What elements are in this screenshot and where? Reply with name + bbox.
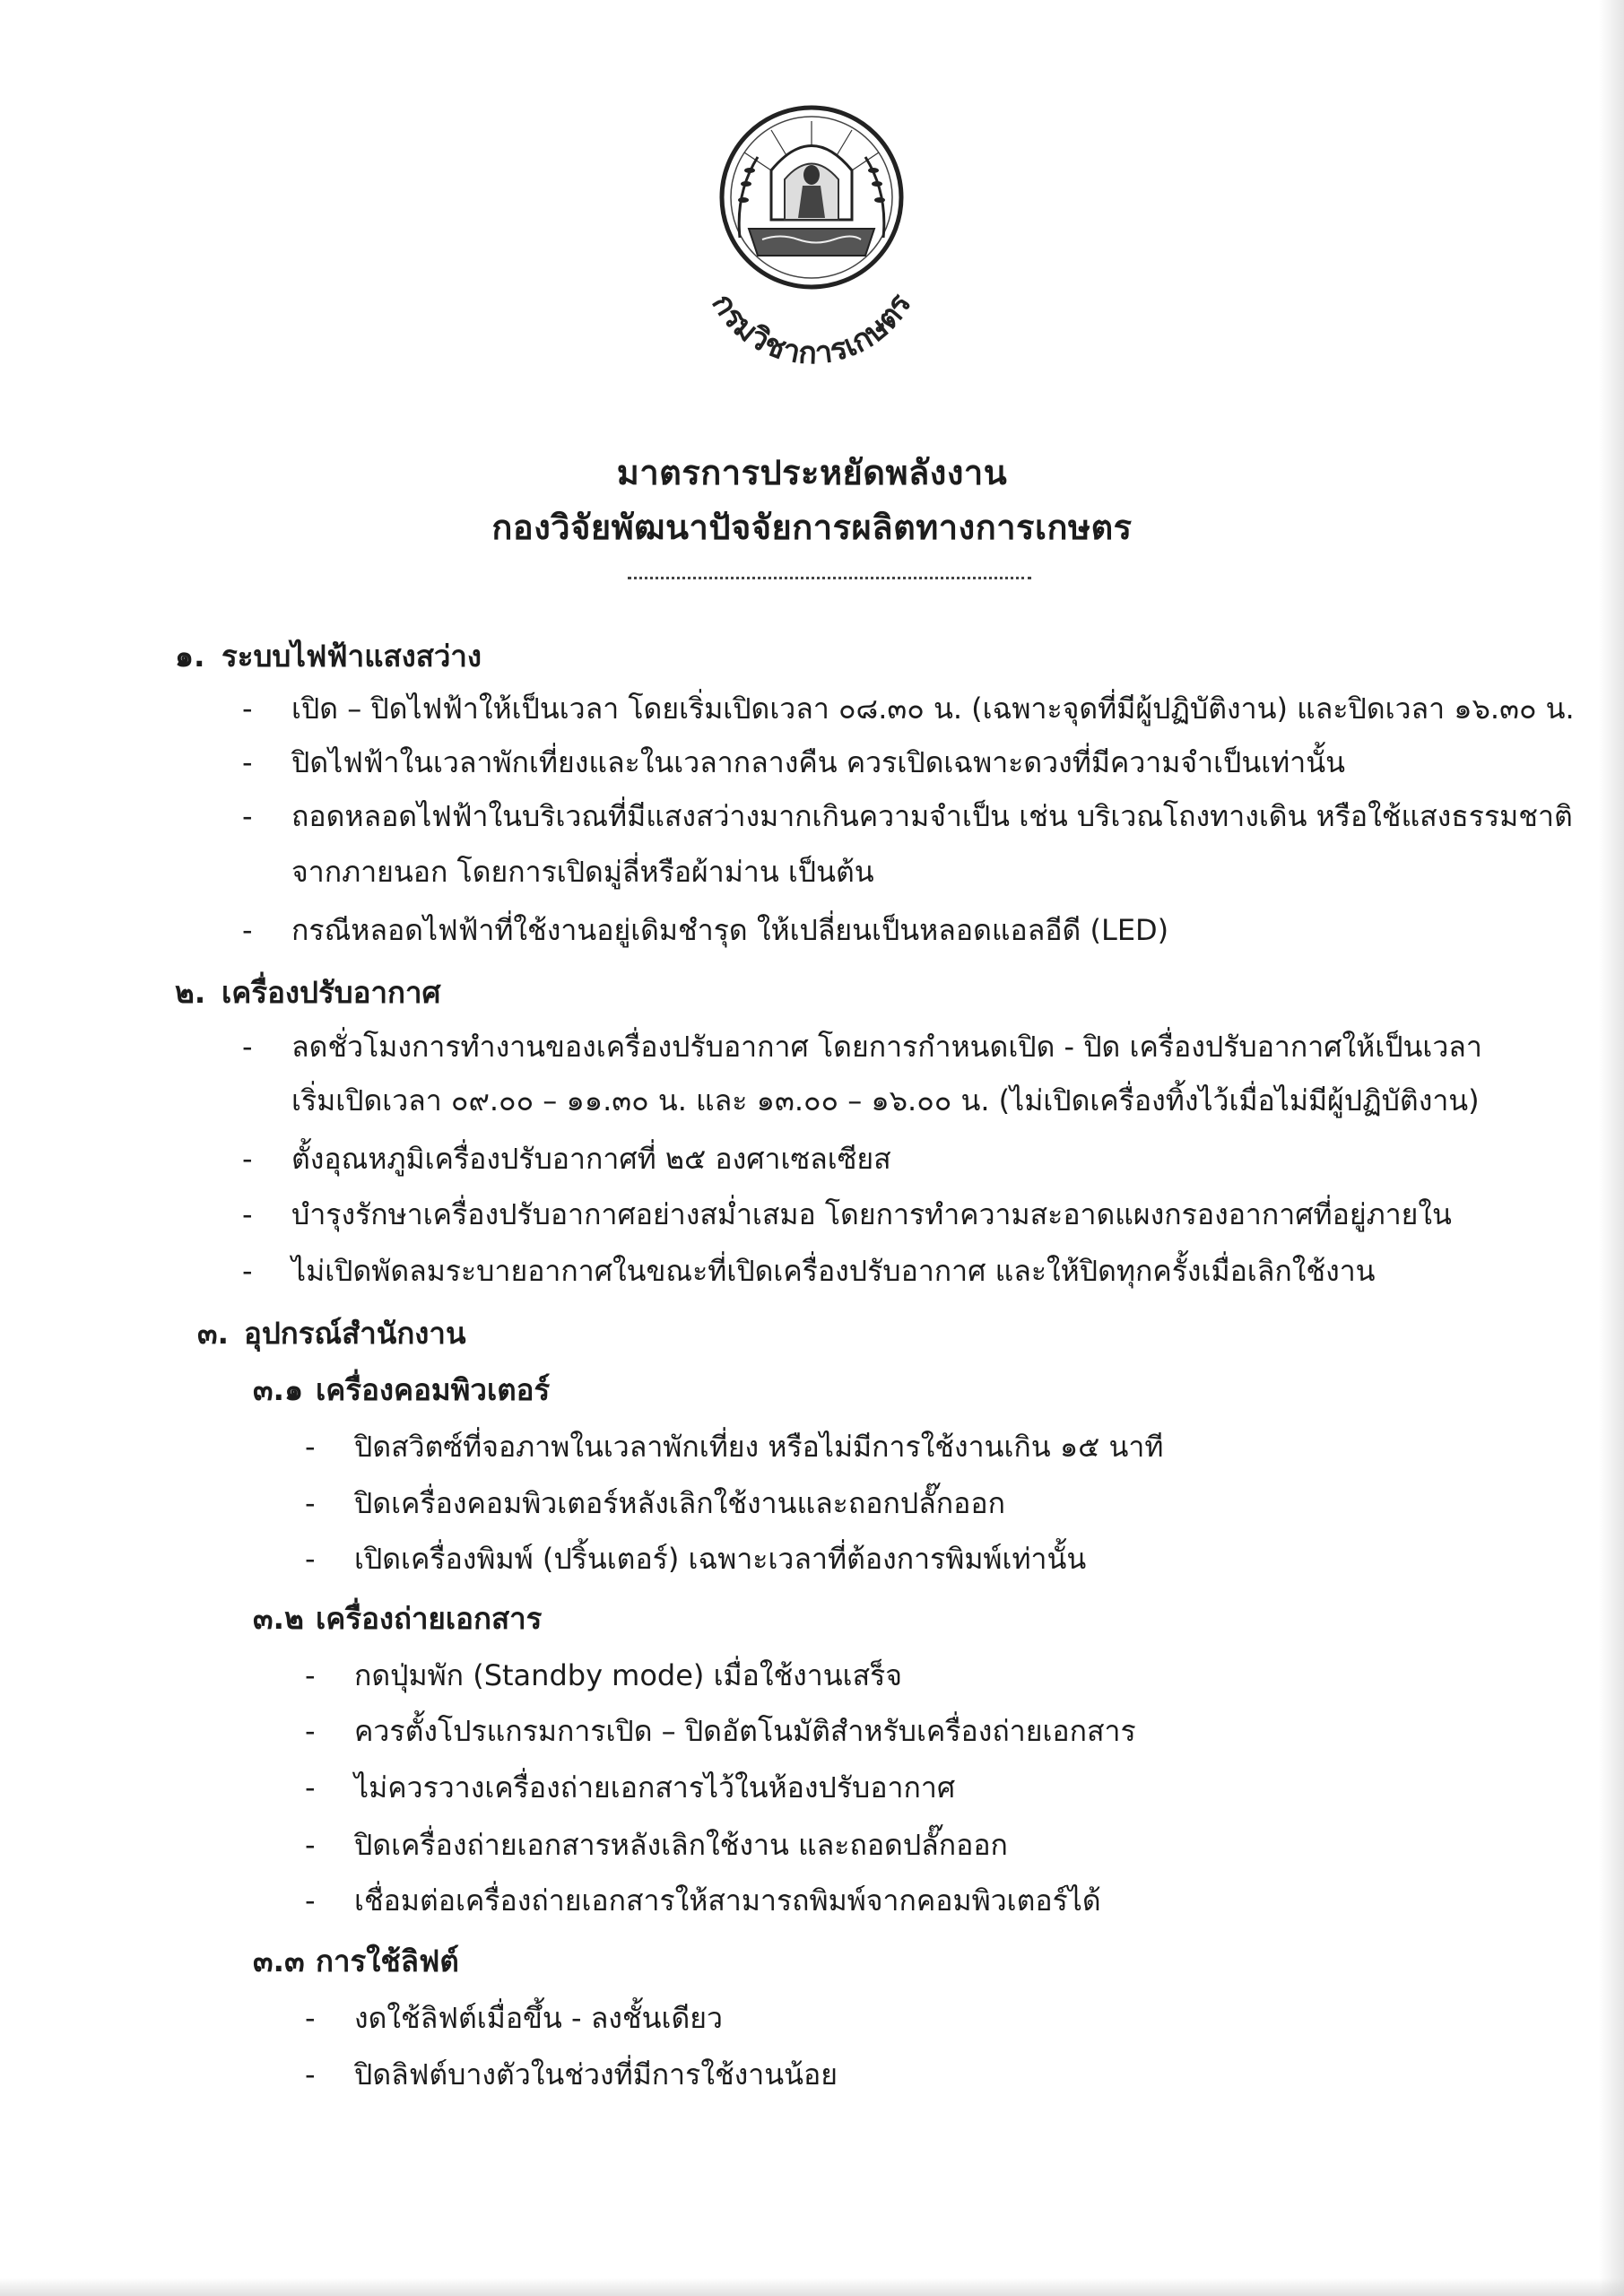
seal-text: กรมวิชาการเกษตร bbox=[704, 287, 919, 372]
list-item: - ถอดหลอดไฟฟ้าในบริเวณที่มีแสงสว่างมากเกินความจำเป็น เช่น บริเวณโถงทางเดิน หรือใช้แสงธรรมชาติ bbox=[242, 799, 1573, 833]
list-item: - เปิด – ปิดไฟฟ้าให้เป็นเวลา โดยเริ่มเปิดเวลา ๐๘.๓๐ น. (เฉพาะจุดที่มีผู้ปฏิบัติงาน) และปิดเวลา ๑๖.๓๐ น. bbox=[242, 691, 1575, 726]
list-item: - ไม่เปิดพัดลมระบายอากาศในขณะที่เปิดเครื่องปรับอากาศ และให้ปิดทุกครั้งเมื่อเลิกใช้งาน bbox=[242, 1254, 1376, 1288]
list-item: - ควรตั้งโปรแกรมการเปิด – ปิดอัตโนมัติสำหรับเครื่องถ่ายเอกสาร bbox=[305, 1714, 1136, 1748]
subsection-number: ๓.๓ bbox=[253, 1944, 305, 1979]
subsection-heading bbox=[253, 1944, 459, 1979]
section-number: ๑. bbox=[175, 639, 205, 674]
section-title: เครื่องปรับอากาศ bbox=[221, 975, 441, 1010]
section-number: ๒. bbox=[175, 975, 206, 1010]
list-item: - บำรุงรักษาเครื่องปรับอากาศอย่างสม่ำเสมอ โดยการทำความสะอาดแผงกรองอากาศที่อยู่ภายใน bbox=[242, 1197, 1452, 1231]
list-item: - ไม่ควรวางเครื่องถ่ายเอกสารไว้ในห้องปรับอากาศ bbox=[305, 1770, 956, 1805]
list-item: - กรณีหลอดไฟฟ้าที่ใช้งานอยู่เดิมชำรุด ให้เปลี่ยนเป็นหลอดแอลอีดี (LED) bbox=[242, 913, 1169, 947]
list-item: - ลดชั่วโมงการทำงานของเครื่องปรับอากาศ โดยการกำหนดเปิด - ปิด เครื่องปรับอากาศให้เป็นเวลา bbox=[242, 1030, 1482, 1064]
subsection-number: ๓.๒ bbox=[253, 1601, 304, 1636]
list-item: - ปิดไฟฟ้าในเวลาพักเที่ยงและในเวลากลางคืน ควรเปิดเฉพาะดวงที่มีความจำเป็นเท่านั้น bbox=[242, 745, 1345, 779]
svg-text:กรมวิชาการเกษตร bbox=[704, 287, 919, 371]
list-item: - ปิดเครื่องถ่ายเอกสารหลังเลิกใช้งาน และถอดปลั๊กออก bbox=[305, 1828, 1008, 1862]
list-item-continuation: เริ่มเปิดเวลา ๐๙.๐๐ – ๑๑.๓๐ น. และ ๑๓.๐๐ – ๑๖.๐๐ น. (ไม่เปิดเครื่องทิ้งไว้เมื่อไม่มีผู้ปฏิบัติงาน) bbox=[291, 1083, 1480, 1118]
list-item: - งดใช้ลิฟต์เมื่อขึ้น - ลงชั้นเดียว bbox=[305, 2001, 723, 2035]
subsection-title: การใช้ลิฟต์ bbox=[316, 1944, 459, 1979]
section-heading bbox=[175, 639, 482, 674]
dotted-divider bbox=[628, 577, 1031, 579]
list-item: - ปิดเครื่องคอมพิวเตอร์หลังเลิกใช้งานและถอกปลั๊กออก bbox=[305, 1486, 1005, 1520]
subsection-title: เครื่องคอมพิวเตอร์ bbox=[316, 1372, 551, 1407]
section-heading bbox=[175, 975, 440, 1011]
section-title: ระบบไฟฟ้าแสงสว่าง bbox=[221, 639, 482, 674]
department-seal-icon bbox=[664, 85, 960, 381]
list-item: - ปิดสวิตซ์ที่จอภาพในเวลาพักเที่ยง หรือไม่มีการใช้งานเกิน ๑๕ นาที bbox=[305, 1430, 1164, 1464]
document-title: มาตรการประหยัดพลังงาน bbox=[616, 453, 1008, 492]
subsection-title: เครื่องถ่ายเอกสาร bbox=[316, 1601, 543, 1636]
list-item: - ตั้งอุณหภูมิเครื่องปรับอากาศที่ ๒๕ องศาเซลเซียส bbox=[242, 1142, 891, 1176]
list-item: - กดปุ่มพัก (Standby mode) เมื่อใช้งานเสร็จ bbox=[305, 1658, 903, 1692]
section-heading bbox=[197, 1316, 466, 1352]
subsection-number: ๓.๑ bbox=[253, 1372, 304, 1407]
list-item: - เชื่อมต่อเครื่องถ่ายเอกสารให้สามารถพิมพ์จากคอมพิวเตอร์ได้ bbox=[305, 1883, 1101, 1918]
document-subtitle: กองวิจัยพัฒนาปัจจัยการผลิตทางการเกษตร bbox=[491, 508, 1133, 547]
scan-edge-shadow-bottom bbox=[0, 2278, 1624, 2296]
scan-edge-shadow bbox=[1599, 0, 1624, 2296]
subsection-heading bbox=[253, 1601, 542, 1637]
list-item: - เปิดเครื่องพิมพ์ (ปริ้นเตอร์) เฉพาะเวลาที่ต้องการพิมพ์เท่านั้น bbox=[305, 1542, 1087, 1576]
subsection-heading bbox=[253, 1372, 550, 1408]
list-item: - ปิดลิฟต์บางตัวในช่วงที่มีการใช้งานน้อย bbox=[305, 2057, 838, 2092]
list-item-continuation: จากภายนอก โดยการเปิดมู่ลี่หรือผ้าม่าน เป็นต้น bbox=[291, 855, 874, 889]
section-number: ๓. bbox=[197, 1316, 230, 1351]
section-title: อุปกรณ์สำนักงาน bbox=[244, 1316, 466, 1351]
